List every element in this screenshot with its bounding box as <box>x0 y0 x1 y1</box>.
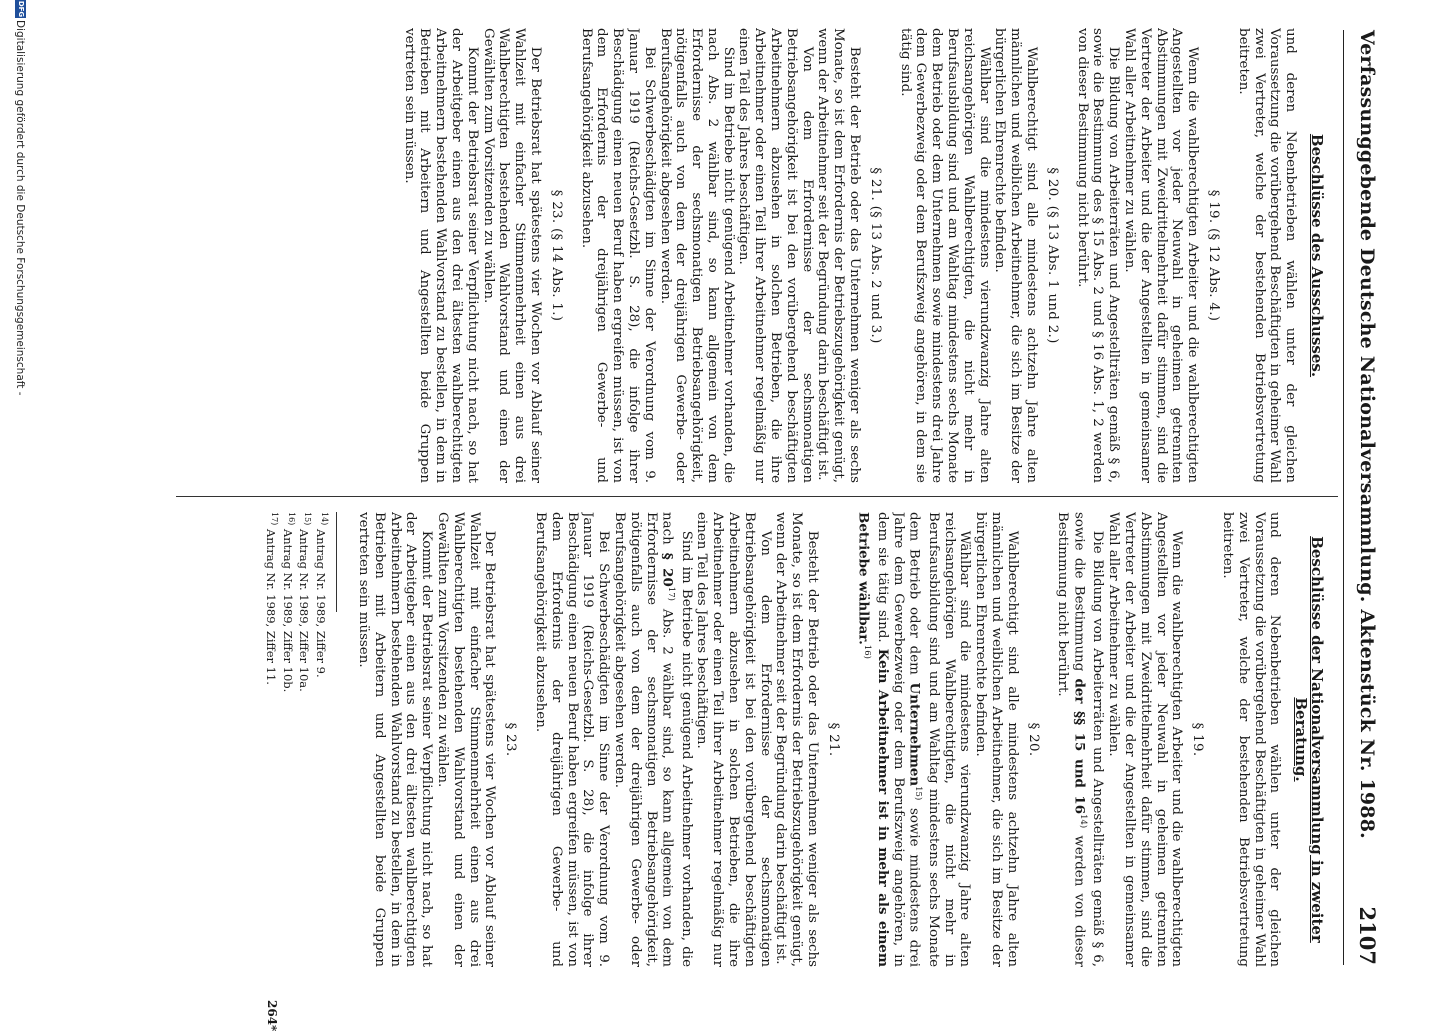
page-number: 2107 <box>1355 906 1380 965</box>
text-run: werden von dieser Bestimmung nicht berührt. <box>1055 512 1087 967</box>
paragraph: Besteht der Betrieb oder das Unternehmen weniger als sechs Monate, so ist dem Erfordernis der Betriebszugehörigkeit genügt, wenn der Arbeitnehmer seit der Begründung darin beschäftigt ist. <box>815 28 863 483</box>
paragraph: Wahlberechtigt sind alle mindestens achtzehn Jahre alten männlichen und weiblichen Arbeitnehmer, die sich im Besitze der bürgerlichen Ehrenrechte befinden. <box>973 512 1020 967</box>
footnote-ref: 16) <box>862 644 873 659</box>
paragraph <box>855 512 973 967</box>
section-heading: § 20. <box>1025 722 1041 757</box>
amended-text: der §§ 15 und 16 <box>1071 678 1088 815</box>
paragraph: und deren Nebenbetrieben wählen unter der gleichen Voraussetzung die vorübergehend Beschäftigten in geheimer Wahl zwei Vertreter, welche der bestehenden Betriebsvertretung beitreten. <box>1235 28 1299 483</box>
paragraph: und deren Nebenbetrieben wählen unter der gleichen Voraussetzung die vorübergehend Beschäftigten in geheimer Wahl zwei Vertreter, welche der bestehenden Betriebsvertretung beitreten. <box>1220 512 1283 967</box>
paragraph: Von dem Erfordernisse der sechsmonatigen Betriebsangehörigkeit ist bei den vorübergehend beschäftigten Arbeitnehmern abzusehen in solchen Betrieben, die ihre Arbeitnehmer oder einen Teil ihrer Arbeitnehmer regelmäßig nur einen Teil des Jahres beschäftigen. <box>736 28 815 483</box>
left-column-committee <box>176 28 1326 483</box>
section-heading: § 20. (§ 13 Abs. 1 und 2.) <box>1044 167 1060 344</box>
footnote-text: Antrag Nr. 1989, Ziffer 10a. <box>297 528 312 692</box>
text-run: sowie mindestens drei Jahre dem Gewerbezweig oder dem Berufszweig angehören, in dem sie tätig sind. <box>874 512 922 967</box>
paragraph: Bei Schwerbeschädigten im Sinne der Verordnung vom 9. Januar 1919 (Reichs-Gesetzbl. S. 28), die infolge ihrer Beschädigung einen neuen Beruf haben ergreifen müssen, ist von dem Erfordernis der dreijährigen Gewerbe- und Berufsangehörigkeit abzusehen. <box>578 28 657 483</box>
text-run: Abs. 2 wählbar sind, so kann allgemein von dem Erfordernisse der sechsmonatigen Betriebsangehörigkeit, nötigenfalls auch von dem der dreijährigen Gewerbe- oder Berufsangehörigkeit abgesehen werden. <box>612 512 675 967</box>
amended-text: § 20 <box>659 552 676 587</box>
footnote-ref: 15) <box>913 786 923 801</box>
left-column-heading: Beschlüsse des Ausschusses. <box>1308 133 1326 378</box>
section-heading: § 23. <box>503 722 519 757</box>
digitization-credit: Digitalisierung gefördert durch die Deutsche Forschungsgemeinschaft - <box>14 20 26 396</box>
footnote-text: Antrag Nr. 1989, Ziffer 10b. <box>280 528 295 693</box>
section-heading: § 21. <box>825 722 841 757</box>
text-run: Die Bildung von Arbeiterräten und Angestellträten gemäß § 6, sowie die Bestimmung <box>1071 512 1106 967</box>
paragraph: Wählbar sind die mindestens vierundzwanzig Jahre alten reichsangehörigen Wahlberechtigten, die nicht mehr in Berufsausbildung sind und am Wahltag mindestens sechs Monate dem Betrieb oder dem Unternehmen sowie mindestens drei Jahre dem Gewerbezweig oder dem Berufszweig angehören, in dem sie tätig sind. <box>897 28 992 483</box>
paragraph <box>611 512 693 967</box>
footnote-number: 15) <box>303 512 313 526</box>
paragraph: Der Betriebsrat hat spätestens vier Wochen vor Ablauf seiner Wahlzeit mit einfacher Stimmenmehrheit einen aus drei Wahlberechtigten bestehenden Wahlvorstand und einen der Gewählten zum Vorsitzenden zu wählen. <box>480 28 543 483</box>
footnote <box>264 512 281 967</box>
right-column-heading: Beschlüsse der Nationalversammlung in zweiter Beratung. <box>1292 536 1326 943</box>
column-divider <box>176 496 1338 497</box>
paragraph: Bei Schwerbeschädigten im Sinne der Verordnung vom 9. Januar 1919 (Reichs-Gesetzbl. S. 28), die infolge ihrer Beschädigung einen neuen Beruf haben ergreifen müssen, ist von dem Erfordernis der dreijährigen Gewerbe- und Berufsangehörigkeit abzusehen. <box>533 512 612 967</box>
text-run: Wählbar sind die mindestens vierundzwanzig Jahre alten reichsangehörigen Wahlberechtigten, die nicht mehr in Berufsausbildung sind und am Wahltag mindestens sechs Monate dem Betrieb oder dem <box>906 512 973 967</box>
paragraph: Kommt der Betriebsrat seiner Verpflichtung nicht nach, so hat der Arbeitgeber einen aus den drei ältesten wahlberechtigten Arbeitnehmern bestehenden Wahlvorstand zu bestellen, in dem in Betrieben mit Arbeitern und Angestellten beide Gruppen vertreten sein müssen. <box>401 28 480 483</box>
footnote-ref: 14) <box>1077 814 1088 829</box>
footnote-text: Antrag Nr. 1989, Ziffer 9. <box>314 528 329 678</box>
footnote <box>298 512 315 967</box>
footnote <box>314 512 331 967</box>
paragraph: Wenn die wahlberechtigten Arbeiter und die wahlberechtigten Angestellten vor jeder Neuwahl in geheimen getrennten Abstimmungen mit Zweidrittelmehrheit dafür stimmen, sind die Vertreter der Arbeiter und die der Angestellten in gemeinsamer Wahl aller Arbeitnehmer zu wählen. <box>1106 512 1185 967</box>
paragraph: Wenn die wahlberechtigten Arbeiter und die wahlberechtigten Angestellten vor jeder Neuwahl in geheimen getrennten Abstimmungen mit Zweidrittelmehrheit dafür stimmen, sind die Vertreter der Arbeiter und die der Angestellten in gemeinsamer Wahl aller Arbeitnehmer zu wählen. <box>1122 28 1201 483</box>
footnote-text: Antrag Nr. 1989, Ziffer 11. <box>263 528 278 685</box>
paragraph: Sind im Betriebe nicht genügend Arbeitnehmer vorhanden, die nach Abs. 2 wählbar sind, so kann allgemein von dem Erfordernisse der sechsmonatigen Betriebsangehörigkeit, nötigenfalls auch von dem der dreijährigen Gewerbe- oder Berufsangehörigkeit abgesehen werden. <box>657 28 736 483</box>
footnote-number: 17) <box>269 512 279 526</box>
paragraph: Von dem Erfordernisse der sechsmonatigen Betriebsangehörigkeit ist bei den vorübergehend beschäftigten Arbeitnehmern abzusehen in solchen Betrieben, die ihre Arbeitnehmer oder einen Teil ihrer Arbeitnehmer regelmäßig nur einen Teil des Jahres beschäftigen. <box>694 512 773 967</box>
paragraph: Kommt der Betriebsrat seiner Verpflichtung nicht nach, so hat der Arbeitgeber einen aus den drei ältesten wahlberechtigten Arbeitnehmern bestehenden Wahlvorstand zu bestellen, in dem in Betrieben mit Arbeitern und Angestellten beide Gruppen vertreten sein müssen. <box>356 512 435 967</box>
paragraph <box>1055 512 1106 967</box>
footnote-ref: 17) <box>665 586 676 601</box>
section-heading: § 19. <box>1190 722 1206 757</box>
footnote <box>281 512 298 967</box>
paragraph: Wahlberechtigt sind alle mindestens achtzehn Jahre alten männlichen und weiblichen Arbeitnehmer, die sich im Besitze der bürgerlichen Ehrenrechte befinden. <box>992 28 1040 483</box>
amended-text: Unternehmen <box>906 682 923 787</box>
section-heading: § 21. (§ 13 Abs. 2 und 3.) <box>867 167 883 344</box>
footnote-divider <box>336 512 337 612</box>
paragraph: Die Bildung von Arbeiterräten und Angestellträten gemäß § 6, sowie die Bestimmung des § 15 Abs. 2 und § 16 Abs. 1, 2 werden von dieser Bestimmung nicht berührt. <box>1074 28 1122 483</box>
footnote-number: 16) <box>286 512 296 526</box>
header-title: Verfassunggebende Deutsche Nationalversammlung. Aktenstück Nr. 1988. <box>1356 30 1378 839</box>
right-column-national-assembly <box>176 512 1326 967</box>
paragraph: Besteht der Betrieb oder das Unternehmen weniger als sechs Monate, so ist dem Erfordernis der Betriebszugehörigkeit genügt, wenn der Arbeitnehmer seit der Begründung darin beschäftigt ist. <box>773 512 821 967</box>
page-signature-mark: 264* <box>265 1000 279 1031</box>
section-heading: § 19. (§ 12 Abs. 4.) <box>1206 189 1222 322</box>
text-run: Sind im Betriebe nicht genügend Arbeitnehmer vorhanden, die nach <box>659 512 694 967</box>
amended-text: Kein Arbeitnehmer ist in mehr als einem Betriebe wählbar. <box>855 512 891 967</box>
dfg-logo: DFG <box>17 0 25 18</box>
paragraph: Der Betriebsrat hat spätestens vier Wochen vor Ablauf seiner Wahlzeit mit einfacher Stimmenmehrheit einen aus drei Wahlberechtigten bestehenden Wahlvorstand und einen der Gewählten zum Vorsitzenden zu wählen. <box>435 512 498 967</box>
section-heading: § 23. (§ 14 Abs. 1.) <box>548 189 564 322</box>
page-header <box>1343 30 1384 965</box>
footnote-number: 14) <box>320 512 330 526</box>
